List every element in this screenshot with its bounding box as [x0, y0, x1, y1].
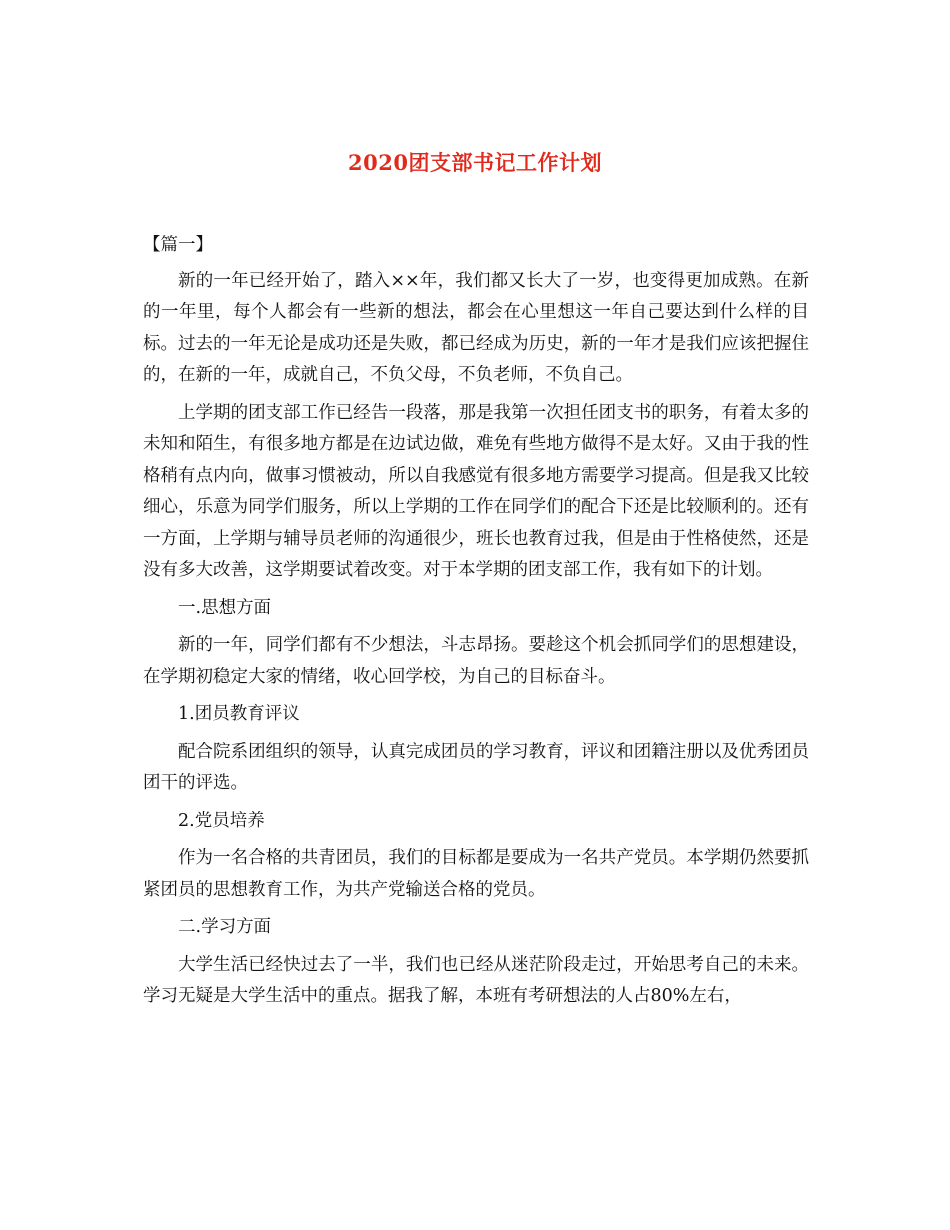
- paragraph-member-evaluation: 配合院系团组织的领导，认真完成团员的学习教育，评议和团籍注册以及优秀团员团干的评选。: [143, 741, 809, 793]
- paragraph-last-semester: 上学期的团支部工作已经告一段落，那是我第一次担任团支书的职务，有着太多的未知和陌生，有很多地方都是在边试边做，难免有些地方做得不是太好。又由于我的性格稍有点内向，做事习惯被动，所以自我感觉有很多地方需要学习提高。但是我又比较细心，乐意为同学们服务，所以上学期的工作在同学们的配合下还是比较顺利的。还有一方面，上学期与辅导员老师的沟通很少，班长也教育过我，但是由于性格使然，还是没有多大改善，这学期要试着改变。对于本学期的团支部工作，我有如下的计划。: [143, 402, 809, 580]
- subheading-member-evaluation: 1.团员教育评议: [178, 704, 300, 724]
- document-title: 2020团支部书记工作计划: [348, 150, 602, 175]
- paragraph-study: 大学生活已经快过去了一半，我们也已经从迷茫阶段走过，开始思考自己的未来。学习无疑是大学生活中的重点。据我了解，本班有考研想法的人占80%左右，: [143, 954, 809, 1006]
- paragraph-party-training: 作为一名合格的共青团员，我们的目标都是要成为一名共产党员。本学期仍然要抓紧团员的思想教育工作，为共产党输送合格的党员。: [143, 848, 809, 900]
- section-label: 【篇一】: [143, 235, 213, 255]
- heading-thought: 一.思想方面: [178, 597, 272, 618]
- paragraph-thought: 新的一年，同学们都有不少想法，斗志昂扬。要趁这个机会抓同学们的思想建设，在学期初稳定大家的情绪，收心回学校，为自己的目标奋斗。: [143, 635, 809, 687]
- document-body: [143, 230, 809, 1019]
- heading-study: 二.学习方面: [178, 917, 272, 937]
- paragraph-intro: 新的一年已经开始了，踏入××年，我们都又长大了一岁，也变得更加成熟。在新的一年里，每个人都会有一些新的想法，都会在心里想这一年自己要达到什么样的目标。过去的一年无论是成功还是失败，都已经成为历史，新的一年才是我们应该把握住的，在新的一年，成就自己，不负父母，不负老师，不负自己。: [143, 270, 809, 385]
- subheading-party-training: 2.党员培养: [178, 810, 265, 831]
